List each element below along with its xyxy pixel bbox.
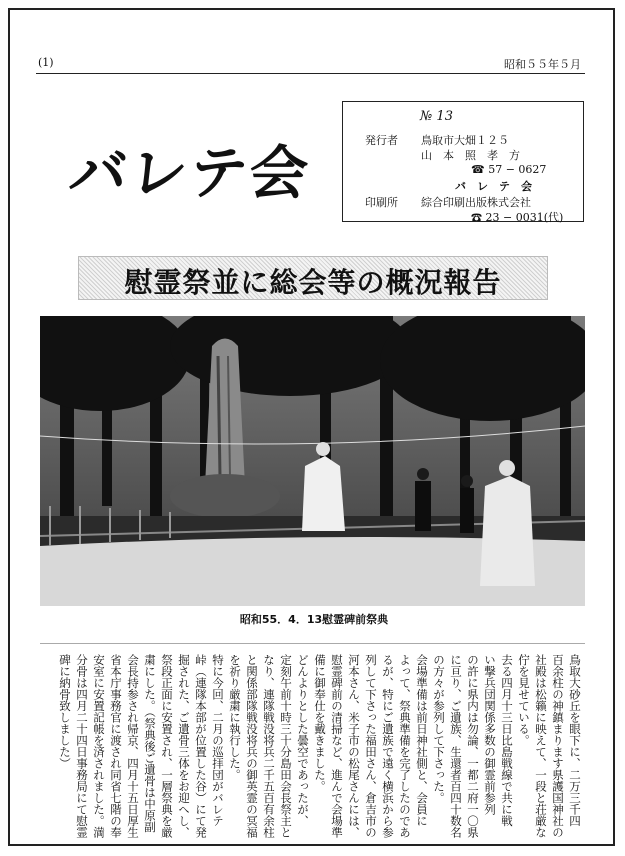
article-line: よって、祭典準備を完了したのであ: [398, 654, 412, 838]
article-line: 会場準備は前日神社側と、会員に: [415, 654, 429, 827]
article-line: い撃兵団関係多数の御霊前参列: [483, 654, 497, 815]
article-line: 備に御奉仕を戴きました。: [313, 654, 327, 792]
article-line: 定刻午前十時三十分島田会長祭主と: [279, 654, 293, 838]
article-line: 安室に安置記帳を済されました。満: [92, 654, 106, 838]
article-line: 佇を見せている。: [517, 654, 531, 746]
header-rule: [36, 73, 585, 74]
article-line: なり、連隊戦没将兵二千五百有余柱: [262, 654, 276, 838]
article-line: の許に県内は勿論、一都二府一〇県: [466, 654, 480, 838]
newsletter-logo: バレテ会: [65, 139, 314, 207]
caption-separator: [40, 643, 585, 644]
article-line: 列して下さった福田さん、倉吉市の: [364, 654, 378, 838]
issue-number: № 13: [420, 109, 453, 124]
article-line: 掘された、ご遺骨三体をお迎へし、: [177, 654, 191, 838]
article-line: 慰霊碑前の清掃など、進んで会場準: [330, 654, 344, 838]
printer-name: 綜合印刷出版株式会社: [421, 196, 531, 209]
article-line: 社殿は松籟に映えて、一段と荘厳な: [534, 654, 548, 838]
printer-label: 印刷所: [365, 196, 398, 209]
article-line: と関係部隊戦没将兵の御英霊の冥福: [245, 654, 259, 838]
printer-phone: ☎ 23 − 0031(代): [471, 211, 564, 224]
article-line: に亘り、ご遺族、生還者百四十数名: [449, 654, 463, 838]
article-line: るが、特にご遺族で遠く横浜から参: [381, 654, 395, 838]
article-line: 鳥取大砂丘を眼下に、二万三千四: [568, 654, 582, 827]
organization-name: バ レ テ 会: [455, 180, 532, 193]
article-line: の方々が参列して下さった。: [432, 654, 446, 804]
headline-banner: [78, 256, 548, 300]
article-line: 粛にした。（祭典後ご遺骨は中原副: [143, 654, 157, 833]
article-line: 省本庁事務官に渡され同省七階の奉: [109, 654, 123, 838]
article-line: どんよりとした曇空であったが、: [296, 654, 310, 827]
publisher-label: 発行者: [365, 134, 398, 147]
article-line: 百余柱の神鎮まります県護国神社の: [551, 654, 565, 838]
publication-info-box: [342, 101, 584, 222]
memorial-ceremony-photo: [40, 316, 585, 606]
headline: 慰霊祭並に総会等の概況報告: [124, 266, 502, 299]
article-line: 去る四月十三日比島戦線で共に戦: [500, 654, 514, 827]
issue-date: 昭和５５年５月: [504, 58, 581, 71]
publisher-name: 山 本 照 孝 方: [421, 149, 520, 162]
page-number: (1): [38, 56, 54, 69]
article-line: 会長持参され帰京、四月十五日厚生: [126, 654, 140, 838]
article-line: 分骨は四月二十四日事務局にて慰霊: [75, 654, 89, 838]
article-line: 祭段正面に安置され、一層祭典を厳: [160, 654, 174, 838]
article-line: を祈り厳粛に執行した。: [228, 654, 242, 781]
article-line: 碑に納骨致しました）: [58, 654, 72, 769]
article-line: 特に今回、二月の巡拝団がバレテ: [211, 654, 225, 827]
article-line: 峠（連隊本部が位置した谷）にて発: [194, 654, 208, 838]
photo-caption: 昭和55．4．13慰霊碑前祭典: [239, 613, 389, 626]
article-line: 河本さん、米子市の松尾さんには、: [347, 654, 361, 838]
publisher-phone: ☎ 57 − 0627: [471, 163, 547, 176]
publisher-address: 鳥取市大畑１２５: [421, 134, 509, 147]
